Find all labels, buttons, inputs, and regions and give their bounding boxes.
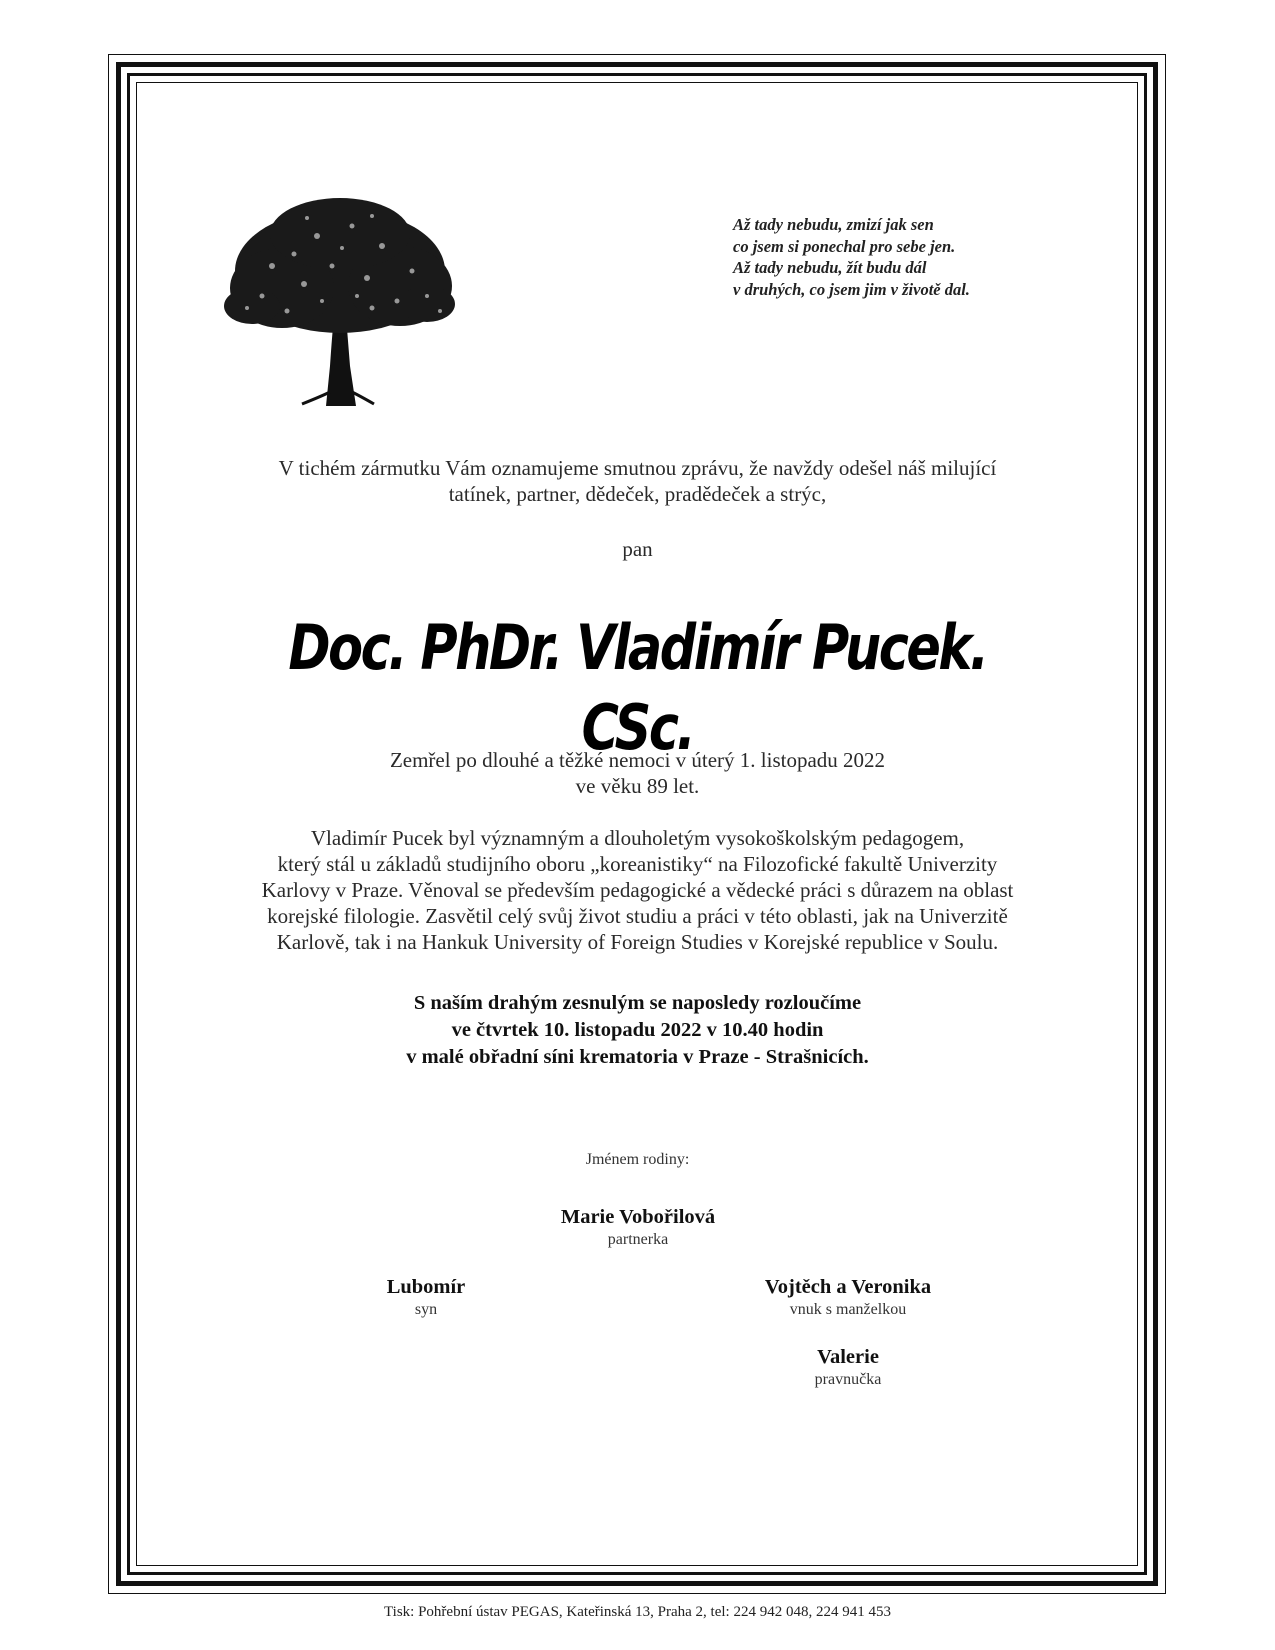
biography: [140, 825, 1135, 955]
intro-line: V tichém zármutku Vám oznamujeme smutnou zprávu, že navždy odešel náš milující: [278, 456, 997, 480]
family-member-name: Valerie: [817, 1346, 879, 1368]
death-notice-line: Zemřel po dlouhé a těžké nemoci v úterý 1. listopadu 2022: [389, 748, 886, 772]
family-member-role: syn: [414, 1301, 438, 1318]
funeral-details: [140, 990, 1135, 1071]
death-notice: [140, 747, 1135, 799]
tree-icon: [222, 196, 458, 406]
family-member-name: Vojtěch a Veronika: [764, 1276, 932, 1298]
biography-line: Karlově, tak i na Hankuk University of Foreign Studies v Korejské republice v Soulu.: [276, 930, 999, 954]
family-member-role: partnerka: [607, 1231, 669, 1248]
biography-line: který stál u základů studijního oboru „koreanistiky“ na Filozofické fakultě Univerzity: [277, 852, 998, 876]
funeral-line: v malé obřadní síni krematoria v Praze - Strašnicích.: [406, 1046, 869, 1068]
biography-line: Karlovy v Praze. Věnoval se především pedagogické a vědecké práci s důrazem na oblast: [261, 878, 1014, 902]
poem-line: Až tady nebudu, zmizí jak sen: [733, 215, 934, 234]
deceased-name: Doc. PhDr. Vladimír Pucek. CSc.: [288, 611, 987, 764]
family-member-name: Marie Vobořilová: [560, 1206, 716, 1228]
family-member-vojtech: [698, 1274, 998, 1320]
poem: [733, 214, 1073, 300]
biography-line: Vladimír Pucek byl významným a dlouholetým vysokoškolským pedagogem,: [310, 826, 965, 850]
honorific: pan: [622, 537, 653, 561]
family-member-lubomir: [276, 1274, 576, 1320]
biography-line: korejské filologie. Zasvětil celý svůj život studiu a práci v této oblasti, jak na Univerzitě: [267, 904, 1008, 928]
intro-line: tatínek, partner, dědeček, pradědeček a strýc,: [448, 482, 827, 506]
death-notice-line: ve věku 89 let.: [575, 774, 700, 798]
intro-text: [140, 455, 1135, 507]
family-member-role: pravnučka: [814, 1371, 882, 1388]
family-label: Jménem rodiny:: [585, 1151, 690, 1168]
family-member-role: vnuk s manželkou: [789, 1301, 907, 1318]
poem-line: co jsem si ponechal pro sebe jen.: [733, 236, 956, 256]
family-member-marie: [488, 1204, 788, 1250]
funeral-line: S naším drahým zesnulým se naposledy rozloučíme: [413, 992, 862, 1014]
poem-line: v druhých, co jsem jim v životě dal.: [733, 279, 970, 299]
family-member-valerie: [698, 1344, 998, 1390]
printer-footer: Tisk: Pohřební ústav PEGAS, Kateřinská 13, Praha 2, tel: 224 942 048, 224 941 453: [384, 1604, 891, 1620]
poem-line: Až tady nebudu, žít budu dál: [733, 258, 927, 277]
funeral-line: ve čtvrtek 10. listopadu 2022 v 10.40 hodin: [451, 1019, 824, 1041]
family-member-name: Lubomír: [386, 1276, 466, 1298]
